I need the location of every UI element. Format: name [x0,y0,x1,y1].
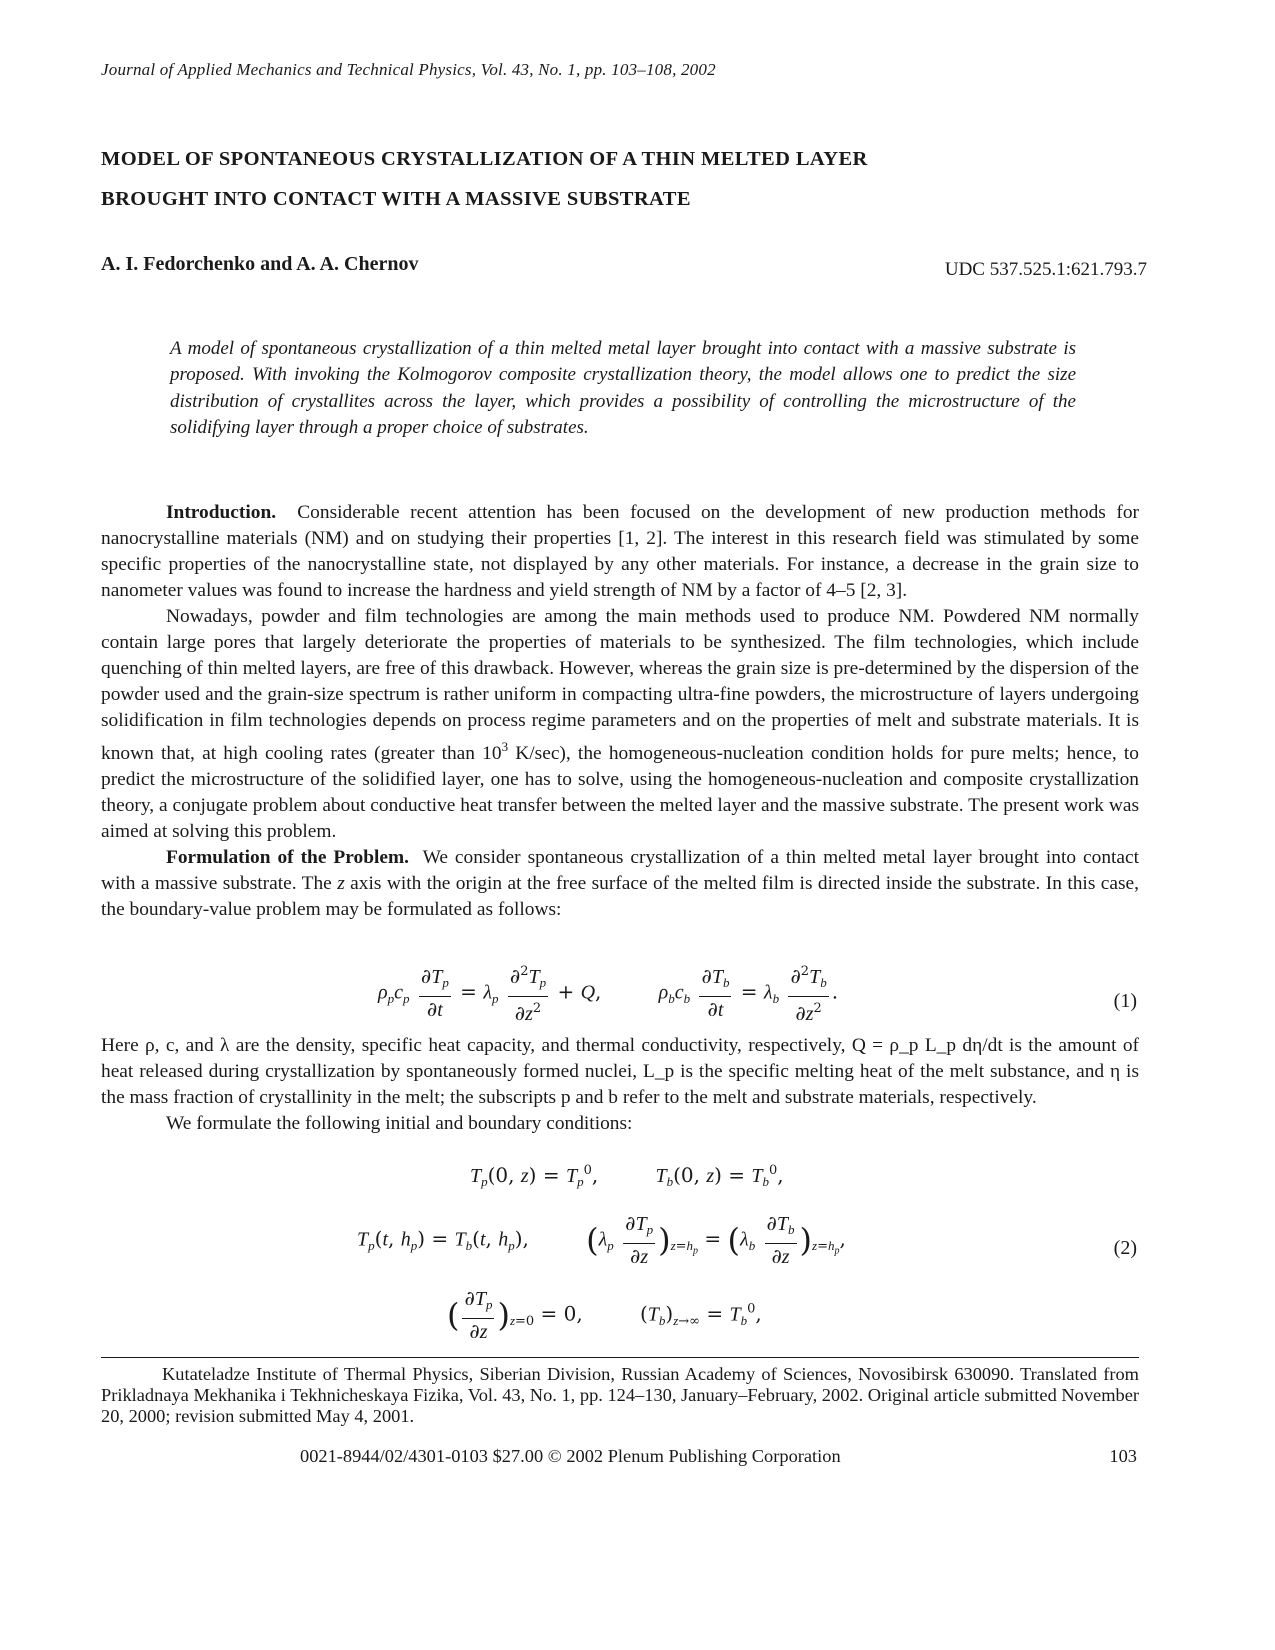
intro-paragraph-1 [101,500,1139,604]
equation-2-number: (2) [1113,1237,1137,1259]
page-number: 103 [1109,1446,1137,1466]
article-title-line-1: MODEL OF SPONTANEOUS CRYSTALLIZATION OF A THIN MELTED LAYER [101,148,868,170]
footnote-text: Kutateladze Institute of Thermal Physics, Siberian Division, Russian Academy of Sciences, Novosibirsk 630090. Translated from Prikladnaya Mekhanika i Tekhnicheskaya Fizika, Vol. 43, No. 1, pp. 124–130, January–February, 2002. Original article submitted November 20, 2000; revision submitted May 4, 2001. [101,1364,1139,1426]
abstract: A model of spontaneous crystallization of a thin melted metal layer brought into contact with a massive substrate is proposed. With invoking the Kolmogorov composite crystallization theory, the model allows one to predict the size distribution of crystallites across the layer, which provides a possibility of controlling the microstructure of the solidifying layer through a proper choice of substrates. [170,338,1076,439]
formulation-heading: Formulation of the Problem. [166,847,409,868]
formulation-text-1b: axis with the origin at the free surface of the melted film is directed inside the substrate. In this case, the boundary-value problem may be formulated as follows: [101,873,1139,920]
formulation-paragraph-3: We formulate the following initial and boundary conditions: [166,1113,633,1134]
formulation-text-1a: We consider spontaneous crystallization of a thin melted metal layer brought into contact with a massive substrate. The [101,847,1139,894]
intro-exponent: 3 [501,739,509,754]
intro-text-2a: Nowadays, powder and film technologies are among the main methods used to produce NM. Powdered NM normally contain large pores that largely deteriorate the properties of materials to be synthesized. The film technologies, which include quenching of thin melted layers, are free of this drawback. However, whereas the grain size is pre-determined by the dispersion of the powder used and the grain-size spectrum is rather uniform in compacting ultra-fine powders, the microstructure of layers undergoing solidification in film technologies depends on process regime parameters and on the properties of melt and substrate materials. It is known that, at high cooling rates (greater than 10 [101,606,1139,764]
intro-heading: Introduction. [166,502,277,523]
udc-code: UDC 537.525.1:621.793.7 [944,259,1147,280]
equation-1-number: (1) [1113,990,1137,1012]
footnote-rule [101,1357,1139,1358]
equation-2-line-2: $T_p(t$, $h_p) = T_b(t$, $h_p$), ($\lambda_p$ $\frac{\partial T_p}{\partial z}$ )$_{z=h_p} = (\lambda_b$ $\frac{\partial T_b}{\partial z}$ )$_{z=h_p}$, [357,1211,846,1268]
intro-text-1: Considerable recent attention has been focused on the development of new production methods for nanocrystalline materials (NM) and on studying their properties [1, 2]. The interest in this research field was stimulated by some specific properties of the nanocrystalline state, not displayed by any other materials. For instance, a decrease in the grain size to nanometer values was found to increase the hardness and yield strength of NM by a factor of 4–5 [2, 3]. [101,502,1140,601]
authors: A. I. Fedorchenko and A. A. Chernov [101,253,419,275]
intro-text-2b: K/sec), the homogeneous-nucleation condition holds for pure melts; hence, to predict the microstructure of the solidified layer, one has to solve, using the homogeneous-nucleation and composite crystallization theory, a conjugate problem about conductive heat transfer between the melted layer and the massive substrate. The present work was aimed at solving this problem. [101,743,1139,842]
intro-paragraph-2 [101,604,1139,845]
equation-1: $\rho_pc_p$ $\frac{\partial T_p}{\partial t}$ = $\lambda_p$ $\frac{\partial^2T_p}{\partial z^2}$ + Q, $\rho_bc_b$ $\frac{\partial T_b}{\partial t}$ = $\lambda_b$ $\frac{\partial^2T_b}{\partial z^2}$ . [378,960,838,1026]
introduction-section [101,500,1139,923]
formulation-paragraph-2: Here ρ, c, and λ are the density, specific heat capacity, and thermal conductivity, respectively, Q = ρ_p L_p dη/dt is the amount of heat released during crystallization by spontaneously formed nuclei, L_p is the specific melting heat of the melt substance, and η is the mass fraction of crystallinity in the melt; the subscripts p and b refer to the melt and substrate materials, respectively. [101,1035,1139,1108]
article-title-line-2: BROUGHT INTO CONTACT WITH A MASSIVE SUBSTRATE [101,188,691,210]
equation-2-line-1: $T_p(0$, $z) = T_p^0$, $T_b(0$, $z) = T_b^0$, [470,1163,784,1189]
formulation-z: z [337,873,345,894]
journal-citation: Journal of Applied Mechanics and Technical Physics, Vol. 43, No. 1, pp. 103–108, 2002 [101,60,716,79]
formulation-paragraph-1 [101,845,1139,923]
footnote [101,1364,1139,1427]
formulation-section-continued [101,1033,1139,1137]
equation-2-line-3: ( $\frac{\partial T_p}{\partial z}$ )$_{z=0} = 0$, $(T_b)_{z\to\infty} = T_b^0$, [447,1286,762,1343]
copyright-line: 0021-8944/02/4301-0103 $27.00 © 2002 Plenum Publishing Corporation [300,1446,841,1466]
